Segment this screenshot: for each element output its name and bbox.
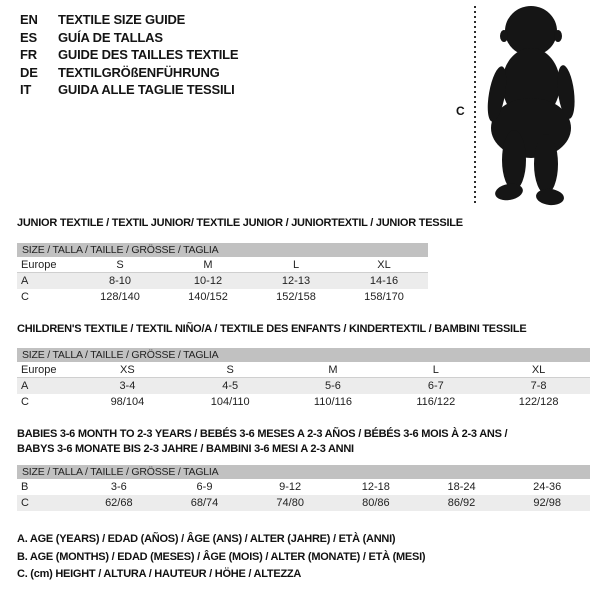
row-label: B	[21, 481, 29, 493]
size-header-band: SIZE / TALLA / TAILLE / GRÖSSE / TAGLIA	[17, 465, 590, 479]
junior-table-section	[17, 243, 428, 305]
table-cell: 92/98	[533, 497, 561, 509]
row-label: A	[21, 380, 29, 392]
babies-table-rows	[17, 479, 590, 511]
language-label: TEXTILGRÖßENFÜHRUNG	[58, 64, 220, 80]
size-header-band: SIZE / TALLA / TAILLE / GRÖSSE / TAGLIA	[17, 348, 590, 362]
table-cell: 24-36	[533, 481, 562, 493]
language-list	[20, 11, 238, 99]
table-row	[17, 289, 428, 305]
table-cell: 98/104	[110, 396, 145, 408]
children-table-title	[17, 322, 526, 337]
language-row	[20, 46, 238, 64]
junior-table-title	[17, 216, 463, 231]
language-row	[20, 64, 238, 82]
table-cell: XL	[531, 363, 546, 376]
size-header-band: SIZE / TALLA / TAILLE / GRÖSSE / TAGLIA	[17, 243, 428, 257]
table-cell: 10-12	[193, 275, 223, 287]
footnotes	[17, 531, 425, 584]
table-cell: 116/122	[416, 396, 456, 408]
babies-table-section	[17, 465, 590, 511]
table-cell: L	[432, 363, 439, 376]
table-cell: 3-6	[110, 481, 127, 493]
table-row	[17, 378, 590, 394]
table-cell: 5-6	[325, 380, 341, 392]
language-code: ES	[20, 29, 37, 45]
table-cell: 68/74	[190, 497, 219, 509]
language-label: TEXTILE SIZE GUIDE	[58, 12, 186, 28]
table-cell: 110/116	[313, 396, 353, 408]
row-label: C	[21, 396, 29, 408]
footnote-line: B. AGE (MONTHS) / EDAD (MESES) / ÂGE (MOIS) / ALTER (MONATE) / ETÀ (MESI)	[17, 550, 426, 563]
table-cell: 12-13	[281, 275, 311, 287]
footnote-line: C. (cm) HEIGHT / ALTURA / HAUTEUR / HÖHE / ALTEZZA	[17, 568, 302, 580]
row-label: Europe	[21, 258, 57, 271]
language-label: GUIDE DES TAILLES TEXTILE	[58, 47, 239, 63]
footnote-line: A. AGE (YEARS) / EDAD (AÑOS) / ÂGE (ANS) / ALTER (JAHRE) / ETÀ (ANNI)	[17, 533, 396, 545]
row-label: Europe	[21, 363, 57, 376]
table-cell: 122/128	[518, 396, 559, 408]
table-cell: XL	[377, 258, 391, 271]
height-measure-dotted-line	[474, 6, 476, 206]
row-label: A	[21, 275, 29, 287]
table-row	[17, 495, 590, 511]
language-code: EN	[20, 12, 38, 28]
table-cell: M	[328, 363, 338, 376]
table-cell: S	[116, 258, 124, 271]
table-row	[17, 394, 590, 410]
junior-table-rows	[17, 257, 428, 305]
table-cell: 8-10	[108, 275, 132, 287]
table-cell: 14-16	[369, 275, 399, 287]
table-cell: L	[292, 258, 300, 271]
babies-table-title	[17, 427, 507, 457]
table-cell: XS	[120, 363, 135, 376]
table-title-line: CHILDREN'S TEXTILE / TEXTIL NIÑO/A / TEXTILE DES ENFANTS / KINDERTEXTIL / BAMBINI TESSILE	[17, 323, 527, 335]
table-cell: 80/86	[362, 497, 390, 509]
table-cell: 6-9	[196, 481, 213, 493]
children-table-rows	[17, 362, 590, 410]
children-table-section	[17, 348, 590, 410]
table-row	[17, 479, 590, 495]
table-row	[17, 362, 590, 378]
table-cell: 4-5	[222, 380, 239, 392]
language-row	[20, 11, 238, 29]
language-code: FR	[20, 47, 37, 63]
table-cell: 3-4	[119, 380, 136, 392]
language-row	[20, 81, 238, 99]
table-row	[17, 257, 428, 273]
table-cell: 104/110	[210, 396, 250, 408]
table-title-line: BABIES 3-6 MONTH TO 2-3 YEARS / BEBÉS 3-6 MESES A 2-3 AÑOS / BÉBÉS 3-6 MOIS À 2-3 ANS /	[17, 428, 508, 440]
table-cell: 152/158	[276, 291, 316, 303]
table-cell: 18-24	[447, 481, 476, 493]
table-cell: M	[203, 258, 213, 271]
row-label: C	[21, 291, 29, 303]
language-code: IT	[20, 82, 32, 98]
table-cell: 74/80	[276, 497, 304, 509]
language-code: DE	[20, 64, 38, 80]
table-cell: S	[226, 363, 234, 376]
table-cell: 128/140	[100, 291, 140, 303]
table-cell: 7-8	[530, 380, 547, 392]
row-label: C	[21, 497, 29, 509]
height-measure-label: C	[456, 104, 465, 118]
table-cell: 6-7	[427, 380, 444, 392]
language-row	[20, 29, 238, 47]
table-title-line: BABYS 3-6 MONATE BIS 2-3 JAHRE / BAMBINI 3-6 MESI A 2-3 ANNI	[17, 443, 354, 455]
table-row	[17, 273, 428, 289]
table-cell: 86/92	[447, 497, 476, 509]
table-cell: 158/170	[364, 291, 404, 303]
table-title-line: JUNIOR TEXTILE / TEXTIL JUNIOR/ TEXTILE JUNIOR / JUNIORTEXTIL / JUNIOR TESSILE	[17, 217, 463, 229]
language-label: GUÍA DE TALLAS	[58, 29, 163, 45]
table-cell: 9-12	[279, 481, 302, 493]
baby-silhouette-icon	[486, 4, 581, 206]
table-cell: 140/152	[188, 291, 228, 303]
table-cell: 62/68	[105, 497, 133, 509]
table-cell: 12-18	[361, 481, 390, 493]
language-label: GUIDA ALLE TAGLIE TESSILI	[58, 82, 235, 98]
